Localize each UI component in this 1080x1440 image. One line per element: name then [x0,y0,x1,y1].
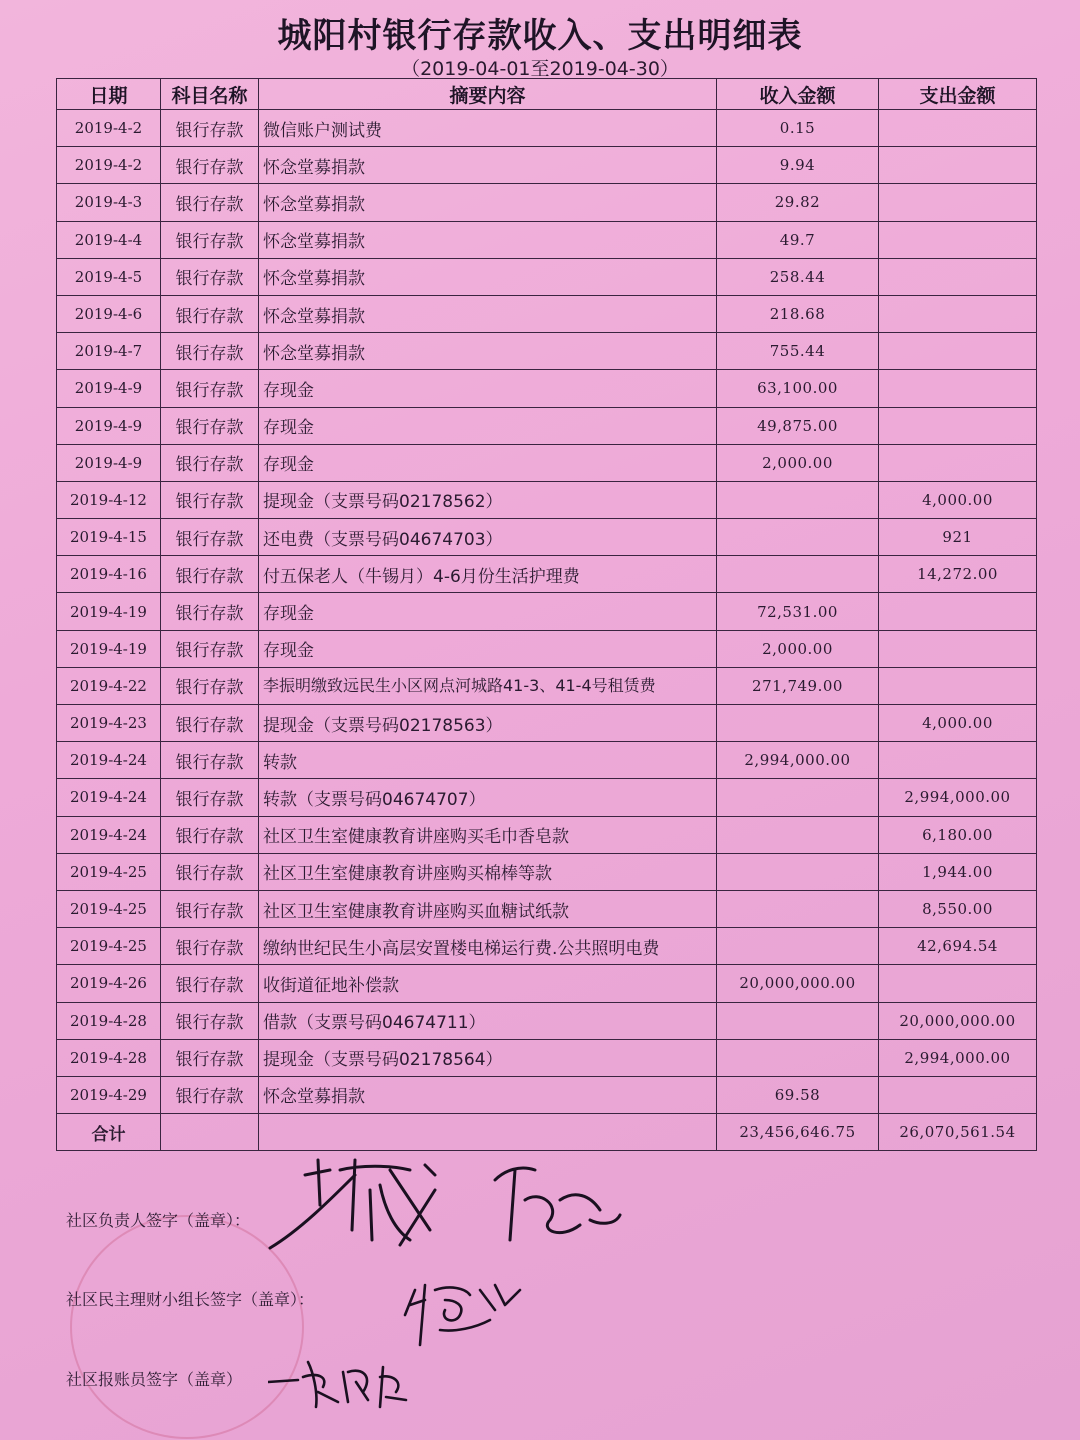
row-description: 存现金 [259,630,717,667]
table-row [57,556,1037,593]
row-expense [879,147,1037,184]
table-row [57,481,1037,518]
row-description: 借款（支票号码04674711） [259,1002,717,1039]
table-row [57,630,1037,667]
row-date: 2019-4-29 [57,1076,161,1113]
row-subject: 银行存款 [161,556,259,593]
col-desc-header: 摘要内容 [259,79,717,110]
row-expense: 2,994,000.00 [879,779,1037,816]
row-expense [879,444,1037,481]
row-description: 怀念堂募捐款 [259,1076,717,1113]
row-subject: 银行存款 [161,1002,259,1039]
total-subject-empty [161,1114,259,1151]
row-date: 2019-4-9 [57,407,161,444]
document-title: 城阳村银行存款收入、支出明细表 [277,16,803,56]
row-date: 2019-4-25 [57,853,161,890]
row-date: 2019-4-2 [57,110,161,147]
row-subject: 银行存款 [161,221,259,258]
row-income [717,890,879,927]
row-income [717,519,879,556]
row-description: 微信账户测试费 [259,110,717,147]
leader-handwritten-signature [260,1130,660,1260]
row-description: 存现金 [259,593,717,630]
row-expense [879,630,1037,667]
row-income [717,779,879,816]
table-row [57,221,1037,258]
row-description: 转款 [259,742,717,779]
table-row [57,407,1037,444]
row-expense [879,295,1037,332]
table-row [57,667,1037,704]
row-subject: 银行存款 [161,481,259,518]
row-income: 2,000.00 [717,630,879,667]
row-expense [879,1076,1037,1113]
row-subject: 银行存款 [161,147,259,184]
row-date: 2019-4-9 [57,370,161,407]
row-income: 755.44 [717,333,879,370]
row-expense: 2,994,000.00 [879,1039,1037,1076]
table-row [57,705,1037,742]
period-range: （2019-04-01至2019-04-30） [401,58,679,80]
row-description: 还电费（支票号码04674703） [259,519,717,556]
group-leader-handwritten-signature [395,1270,535,1360]
row-expense [879,221,1037,258]
row-income: 258.44 [717,258,879,295]
col-expense-header: 支出金额 [879,79,1037,110]
row-income: 29.82 [717,184,879,221]
table-row [57,295,1037,332]
row-date: 2019-4-24 [57,742,161,779]
row-date: 2019-4-28 [57,1039,161,1076]
table-row [57,853,1037,890]
table-row [57,742,1037,779]
row-subject: 银行存款 [161,333,259,370]
row-date: 2019-4-28 [57,1002,161,1039]
row-income [717,481,879,518]
row-income: 69.58 [717,1076,879,1113]
header-row [57,79,1037,110]
row-expense [879,258,1037,295]
row-date: 2019-4-19 [57,593,161,630]
row-expense [879,184,1037,221]
row-expense: 4,000.00 [879,705,1037,742]
row-subject: 银行存款 [161,928,259,965]
leader-signature-label: 社区负责人签字（盖章）： [66,1211,251,1230]
row-date: 2019-4-24 [57,779,161,816]
row-expense: 1,944.00 [879,853,1037,890]
ledger-table [56,78,1037,1151]
row-date: 2019-4-19 [57,630,161,667]
table-row [57,1002,1037,1039]
row-subject: 银行存款 [161,853,259,890]
group-leader-signature-label: 社区民主理财小组长签字（盖章）： [66,1290,315,1309]
row-date: 2019-4-9 [57,444,161,481]
row-expense: 42,694.54 [879,928,1037,965]
row-description: 李振明缴致远民生小区网点河城路41-3、41-4号租赁费 [259,667,717,704]
row-income: 20,000,000.00 [717,965,879,1002]
row-subject: 银行存款 [161,519,259,556]
row-date: 2019-4-23 [57,705,161,742]
row-subject: 银行存款 [161,258,259,295]
row-description: 怀念堂募捐款 [259,147,717,184]
table-row [57,928,1037,965]
row-expense [879,407,1037,444]
row-expense [879,370,1037,407]
row-description: 社区卫生室健康教育讲座购买血糖试纸款 [259,890,717,927]
ledger-body [57,110,1037,1114]
row-income: 218.68 [717,295,879,332]
row-description: 付五保老人（牛锡月）4-6月份生活护理费 [259,556,717,593]
row-description: 提现金（支票号码02178563） [259,705,717,742]
row-date: 2019-4-5 [57,258,161,295]
row-expense: 20,000,000.00 [879,1002,1037,1039]
table-row [57,816,1037,853]
row-income [717,705,879,742]
row-expense: 14,272.00 [879,556,1037,593]
row-income: 271,749.00 [717,667,879,704]
total-label: 合计 [57,1114,161,1151]
row-subject: 银行存款 [161,1076,259,1113]
row-description: 怀念堂募捐款 [259,258,717,295]
row-subject: 银行存款 [161,742,259,779]
row-expense [879,667,1037,704]
row-subject: 银行存款 [161,110,259,147]
total-expense: 26,070,561.54 [879,1114,1037,1151]
table-row [57,519,1037,556]
table-row [57,444,1037,481]
table-row [57,1039,1037,1076]
row-income [717,1002,879,1039]
row-expense [879,333,1037,370]
row-income [717,816,879,853]
row-date: 2019-4-16 [57,556,161,593]
row-subject: 银行存款 [161,705,259,742]
row-date: 2019-4-24 [57,816,161,853]
row-income: 49,875.00 [717,407,879,444]
row-income [717,928,879,965]
row-subject: 银行存款 [161,295,259,332]
row-description: 提现金（支票号码02178562） [259,481,717,518]
row-description: 存现金 [259,370,717,407]
row-expense [879,593,1037,630]
row-income: 9.94 [717,147,879,184]
col-income-header: 收入金额 [717,79,879,110]
row-income: 0.15 [717,110,879,147]
table-row [57,333,1037,370]
row-date: 2019-4-2 [57,147,161,184]
row-date: 2019-4-25 [57,890,161,927]
row-expense: 4,000.00 [879,481,1037,518]
row-description: 怀念堂募捐款 [259,221,717,258]
col-date-header: 日期 [57,79,161,110]
row-expense: 6,180.00 [879,816,1037,853]
row-date: 2019-4-25 [57,928,161,965]
row-income: 72,531.00 [717,593,879,630]
row-subject: 银行存款 [161,1039,259,1076]
row-description: 提现金（支票号码02178564） [259,1039,717,1076]
table-row [57,370,1037,407]
row-date: 2019-4-12 [57,481,161,518]
row-subject: 银行存款 [161,779,259,816]
row-expense [879,742,1037,779]
row-subject: 银行存款 [161,816,259,853]
table-row [57,1076,1037,1113]
row-date: 2019-4-6 [57,295,161,332]
row-income: 63,100.00 [717,370,879,407]
accountant-signature-label: 社区报账员签字（盖章） [66,1370,243,1389]
row-subject: 银行存款 [161,890,259,927]
table-row [57,965,1037,1002]
row-subject: 银行存款 [161,630,259,667]
row-subject: 银行存款 [161,667,259,704]
row-subject: 银行存款 [161,407,259,444]
row-description: 收街道征地补偿款 [259,965,717,1002]
row-date: 2019-4-15 [57,519,161,556]
accountant-handwritten-signature [268,1352,418,1412]
row-date: 2019-4-7 [57,333,161,370]
table-row [57,890,1037,927]
row-expense: 921 [879,519,1037,556]
table-row [57,110,1037,147]
row-income: 2,994,000.00 [717,742,879,779]
row-date: 2019-4-22 [57,667,161,704]
row-description: 怀念堂募捐款 [259,295,717,332]
table-row [57,184,1037,221]
table-row [57,147,1037,184]
row-description: 存现金 [259,407,717,444]
row-expense [879,965,1037,1002]
table-row [57,258,1037,295]
row-subject: 银行存款 [161,444,259,481]
table-row [57,593,1037,630]
row-income: 49.7 [717,221,879,258]
col-subject-header: 科目名称 [161,79,259,110]
row-expense: 8,550.00 [879,890,1037,927]
row-description: 社区卫生室健康教育讲座购买毛巾香皂款 [259,816,717,853]
row-subject: 银行存款 [161,370,259,407]
row-income [717,556,879,593]
row-income [717,853,879,890]
row-description: 怀念堂募捐款 [259,184,717,221]
row-date: 2019-4-26 [57,965,161,1002]
row-description: 怀念堂募捐款 [259,333,717,370]
row-description: 存现金 [259,444,717,481]
row-description: 转款（支票号码04674707） [259,779,717,816]
total-income: 23,456,646.75 [717,1114,879,1151]
row-subject: 银行存款 [161,965,259,1002]
row-date: 2019-4-3 [57,184,161,221]
row-description: 社区卫生室健康教育讲座购买棉棒等款 [259,853,717,890]
table-row [57,779,1037,816]
row-expense [879,110,1037,147]
row-subject: 银行存款 [161,184,259,221]
row-description: 缴纳世纪民生小高层安置楼电梯运行费.公共照明电费 [259,928,717,965]
row-subject: 银行存款 [161,593,259,630]
row-income [717,1039,879,1076]
row-income: 2,000.00 [717,444,879,481]
row-date: 2019-4-4 [57,221,161,258]
